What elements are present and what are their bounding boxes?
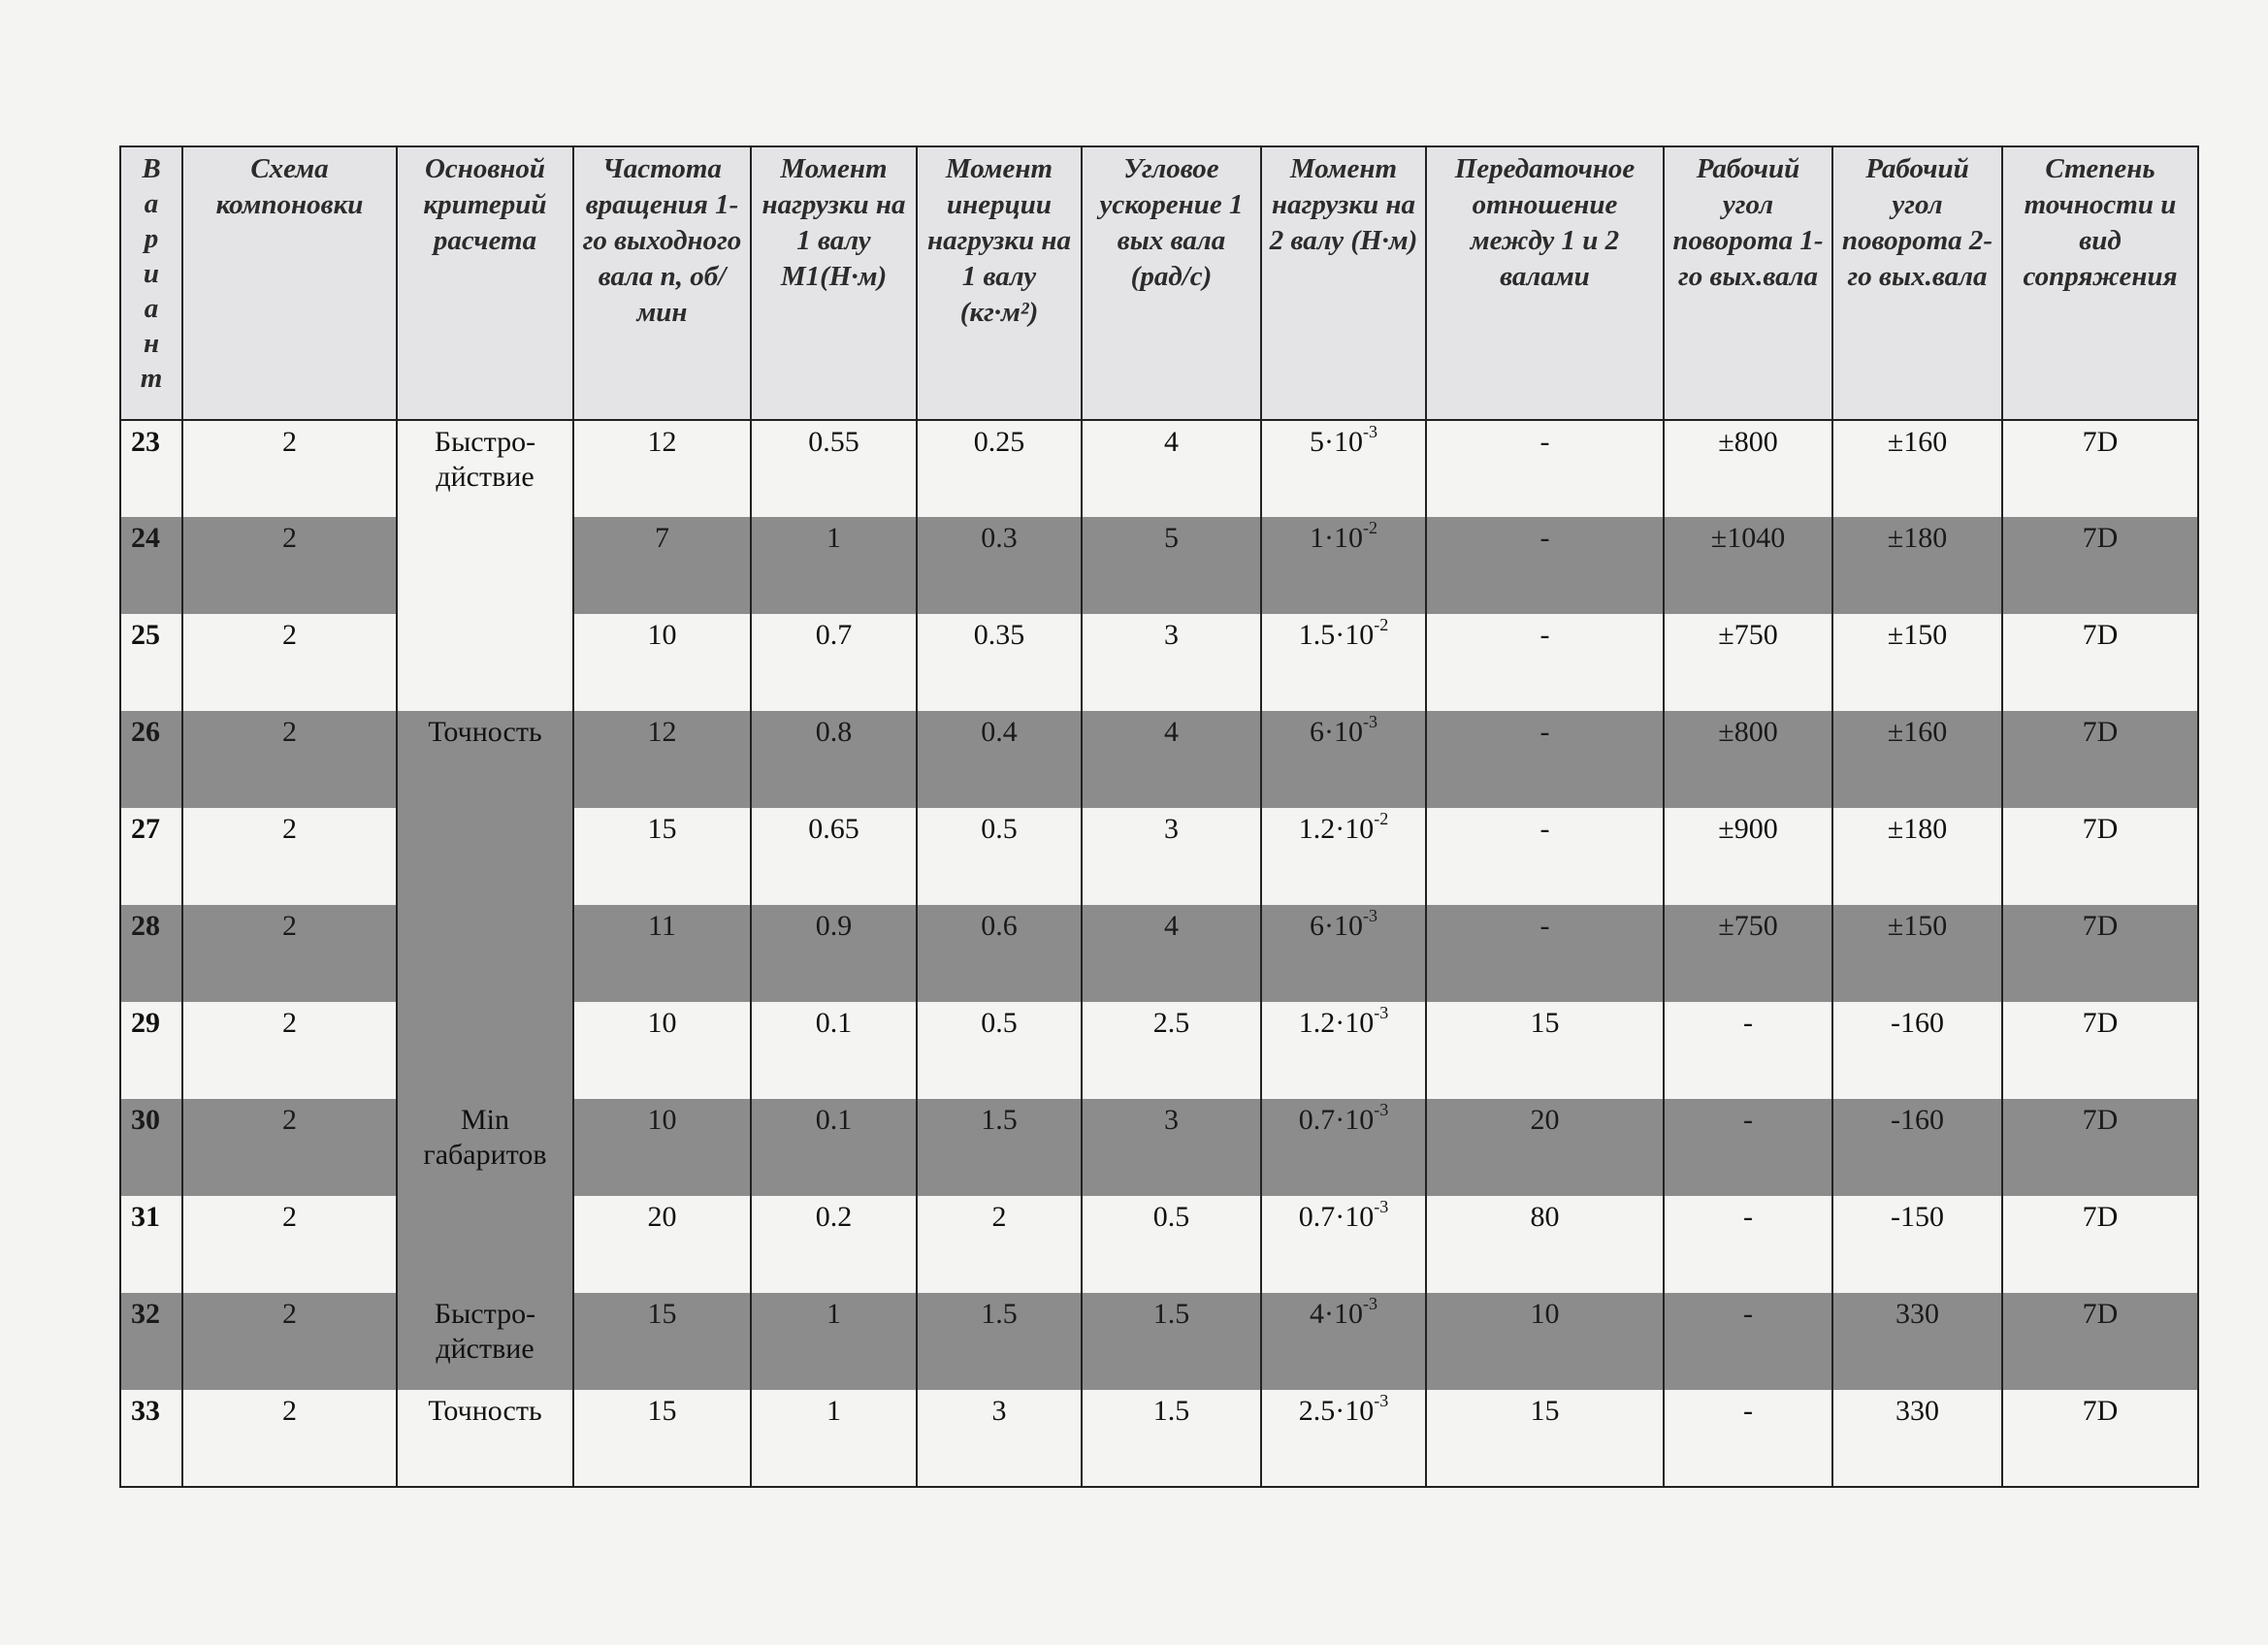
cell-angle2: ±180 <box>1832 517 2002 614</box>
cell-scheme: 2 <box>182 1099 397 1196</box>
cell-precision: 7D <box>2002 614 2198 711</box>
cell-inertia: 2 <box>917 1196 1082 1293</box>
header-scheme: Схема компоновки <box>182 146 397 420</box>
cell-moment2 <box>1261 711 1426 808</box>
cell-moment1: 1 <box>751 1293 917 1390</box>
cell-variant: 28 <box>120 905 182 1002</box>
cell-scheme: 2 <box>182 1293 397 1390</box>
cell-ratio: - <box>1426 517 1664 614</box>
table-row <box>120 711 2198 808</box>
table-row <box>120 1293 2198 1390</box>
cell-frequency: 10 <box>573 1099 751 1196</box>
cell-scheme: 2 <box>182 1002 397 1099</box>
cell-frequency: 10 <box>573 614 751 711</box>
cell-frequency: 15 <box>573 1390 751 1487</box>
moment2-base: 1.5·10 <box>1298 619 1375 651</box>
cell-variant: 25 <box>120 614 182 711</box>
header-row <box>120 146 2198 420</box>
cell-angle1: - <box>1664 1002 1832 1099</box>
cell-angle1: ±900 <box>1664 808 1832 905</box>
cell-moment1: 1 <box>751 517 917 614</box>
cell-angle1: ±800 <box>1664 711 1832 808</box>
cell-variant: 32 <box>120 1293 182 1390</box>
cell-moment1: 0.55 <box>751 420 917 517</box>
cell-inertia: 0.5 <box>917 1002 1082 1099</box>
cell-ratio: 10 <box>1426 1293 1664 1390</box>
cell-scheme: 2 <box>182 905 397 1002</box>
cell-inertia: 1.5 <box>917 1099 1082 1196</box>
moment2-exponent: -2 <box>1363 518 1377 537</box>
moment2-exponent: -3 <box>1363 712 1377 731</box>
moment2-base: 0.7·10 <box>1298 1104 1375 1136</box>
cell-moment2 <box>1261 420 1426 517</box>
cell-precision: 7D <box>2002 517 2198 614</box>
moment2-base: 1.2·10 <box>1298 813 1375 845</box>
table-row <box>120 1390 2198 1487</box>
cell-frequency: 10 <box>573 1002 751 1099</box>
cell-angle2: ±160 <box>1832 420 2002 517</box>
header-frequency: Частота вращения 1-го выходного вала n, об/мин <box>573 146 751 420</box>
cell-variant: 29 <box>120 1002 182 1099</box>
header-ratio: Передаточное отношение между 1 и 2 валами <box>1426 146 1664 420</box>
cell-angle2: -150 <box>1832 1196 2002 1293</box>
cell-acceleration: 4 <box>1082 905 1261 1002</box>
cell-acceleration: 2.5 <box>1082 1002 1261 1099</box>
cell-precision: 7D <box>2002 808 2198 905</box>
cell-moment2 <box>1261 614 1426 711</box>
header-criterion: Основной критерий расчета <box>397 146 573 420</box>
header-variant-letter: р <box>144 223 159 254</box>
cell-frequency: 15 <box>573 1293 751 1390</box>
cell-variant: 23 <box>120 420 182 517</box>
cell-acceleration: 4 <box>1082 420 1261 517</box>
cell-scheme: 2 <box>182 808 397 905</box>
cell-frequency: 7 <box>573 517 751 614</box>
cell-angle1: ±1040 <box>1664 517 1832 614</box>
cell-moment1: 0.9 <box>751 905 917 1002</box>
cell-precision: 7D <box>2002 1002 2198 1099</box>
cell-precision: 7D <box>2002 905 2198 1002</box>
cell-acceleration: 3 <box>1082 1099 1261 1196</box>
cell-ratio: - <box>1426 614 1664 711</box>
moment2-exponent: -3 <box>1363 422 1377 441</box>
cell-precision: 7D <box>2002 711 2198 808</box>
cell-scheme: 2 <box>182 711 397 808</box>
cell-variant: 31 <box>120 1196 182 1293</box>
cell-moment1: 1 <box>751 1390 917 1487</box>
cell-acceleration: 0.5 <box>1082 1196 1261 1293</box>
cell-moment1: 0.8 <box>751 711 917 808</box>
header-precision: Степень точности и вид сопряжения <box>2002 146 2198 420</box>
cell-criterion: Точность <box>397 1390 573 1487</box>
cell-variant: 30 <box>120 1099 182 1196</box>
cell-angle1: ±750 <box>1664 905 1832 1002</box>
cell-moment1: 0.2 <box>751 1196 917 1293</box>
cell-ratio: - <box>1426 905 1664 1002</box>
header-acceleration: Угловое ускорение 1 вых вала (рад/с) <box>1082 146 1261 420</box>
cell-angle2: ±150 <box>1832 614 2002 711</box>
cell-acceleration: 5 <box>1082 517 1261 614</box>
header-variant-letter: а <box>144 293 159 324</box>
moment2-exponent: -2 <box>1374 615 1389 634</box>
cell-moment2 <box>1261 1390 1426 1487</box>
moment2-exponent: -3 <box>1374 1197 1389 1216</box>
moment2-base: 4·10 <box>1310 1298 1363 1330</box>
moment2-base: 0.7·10 <box>1298 1201 1375 1233</box>
header-angle1: Рабочий угол поворота 1-го вых.вала <box>1664 146 1832 420</box>
cell-moment1: 0.7 <box>751 614 917 711</box>
cell-inertia: 0.25 <box>917 420 1082 517</box>
moment2-base: 2.5·10 <box>1298 1395 1375 1427</box>
cell-ratio: 15 <box>1426 1002 1664 1099</box>
cell-angle2: ±160 <box>1832 711 2002 808</box>
moment2-base: 1.2·10 <box>1298 1007 1375 1039</box>
cell-angle1: ±750 <box>1664 614 1832 711</box>
cell-variant: 27 <box>120 808 182 905</box>
moment2-exponent: -3 <box>1374 1100 1389 1119</box>
cell-precision: 7D <box>2002 1390 2198 1487</box>
cell-ratio: - <box>1426 711 1664 808</box>
cell-frequency: 12 <box>573 711 751 808</box>
header-variant-letter: а <box>144 188 159 219</box>
cell-acceleration: 3 <box>1082 808 1261 905</box>
cell-precision: 7D <box>2002 1293 2198 1390</box>
moment2-base: 6·10 <box>1310 910 1363 942</box>
cell-moment2 <box>1261 905 1426 1002</box>
cell-variant: 33 <box>120 1390 182 1487</box>
cell-criterion: Быстро-дйствие <box>397 1293 573 1390</box>
header-variant-letter: т <box>140 363 163 394</box>
cell-criterion: Точность <box>397 711 573 1099</box>
cell-variant: 26 <box>120 711 182 808</box>
cell-moment2 <box>1261 1196 1426 1293</box>
cell-inertia: 0.35 <box>917 614 1082 711</box>
cell-moment1: 0.1 <box>751 1002 917 1099</box>
moment2-base: 5·10 <box>1310 426 1363 458</box>
cell-scheme: 2 <box>182 420 397 517</box>
cell-ratio: - <box>1426 808 1664 905</box>
moment2-exponent: -3 <box>1374 1003 1389 1022</box>
cell-acceleration: 1.5 <box>1082 1293 1261 1390</box>
header-moment2: Момент нагрузки на 2 валу (Н·м) <box>1261 146 1426 420</box>
header-variant-letter: и <box>143 258 160 289</box>
cell-precision: 7D <box>2002 420 2198 517</box>
cell-acceleration: 1.5 <box>1082 1390 1261 1487</box>
cell-moment2 <box>1261 1293 1426 1390</box>
header-variant-letter: В <box>142 153 161 184</box>
cell-frequency: 15 <box>573 808 751 905</box>
cell-inertia: 1.5 <box>917 1293 1082 1390</box>
cell-moment2 <box>1261 1002 1426 1099</box>
moment2-exponent: -2 <box>1374 809 1389 828</box>
cell-inertia: 3 <box>917 1390 1082 1487</box>
cell-moment2 <box>1261 517 1426 614</box>
header-variant <box>120 146 182 420</box>
header-angle2: Рабочий угол поворота 2-го вых.вала <box>1832 146 2002 420</box>
cell-angle2: ±180 <box>1832 808 2002 905</box>
cell-acceleration: 3 <box>1082 614 1261 711</box>
cell-ratio: - <box>1426 420 1664 517</box>
cell-scheme: 2 <box>182 517 397 614</box>
cell-inertia: 0.5 <box>917 808 1082 905</box>
cell-acceleration: 4 <box>1082 711 1261 808</box>
cell-precision: 7D <box>2002 1099 2198 1196</box>
moment2-exponent: -3 <box>1363 906 1377 925</box>
cell-frequency: 12 <box>573 420 751 517</box>
cell-frequency: 11 <box>573 905 751 1002</box>
cell-ratio: 80 <box>1426 1196 1664 1293</box>
moment2-base: 6·10 <box>1310 716 1363 748</box>
cell-ratio: 15 <box>1426 1390 1664 1487</box>
variants-table <box>119 145 2199 1488</box>
cell-criterion: Быстро-дйствие <box>397 420 573 711</box>
cell-variant: 24 <box>120 517 182 614</box>
cell-scheme: 2 <box>182 1390 397 1487</box>
cell-criterion: Min габаритов <box>397 1099 573 1293</box>
cell-angle1: - <box>1664 1099 1832 1196</box>
cell-scheme: 2 <box>182 1196 397 1293</box>
cell-moment2 <box>1261 808 1426 905</box>
cell-ratio: 20 <box>1426 1099 1664 1196</box>
cell-moment1: 0.1 <box>751 1099 917 1196</box>
cell-inertia: 0.6 <box>917 905 1082 1002</box>
cell-angle2: -160 <box>1832 1099 2002 1196</box>
cell-angle1: - <box>1664 1293 1832 1390</box>
cell-angle2: ±150 <box>1832 905 2002 1002</box>
moment2-base: 1·10 <box>1310 522 1363 554</box>
table-row <box>120 1099 2198 1196</box>
cell-angle2: 330 <box>1832 1390 2002 1487</box>
cell-moment1: 0.65 <box>751 808 917 905</box>
moment2-exponent: -3 <box>1363 1294 1377 1313</box>
cell-angle1: - <box>1664 1196 1832 1293</box>
cell-angle1: - <box>1664 1390 1832 1487</box>
header-moment1: Момент нагрузки на 1 валу M1(Н·м) <box>751 146 917 420</box>
header-inertia: Момент инерции нагрузки на 1 валу (кг·м²) <box>917 146 1082 420</box>
header-variant-letter: н <box>143 328 160 359</box>
cell-inertia: 0.3 <box>917 517 1082 614</box>
cell-precision: 7D <box>2002 1196 2198 1293</box>
cell-inertia: 0.4 <box>917 711 1082 808</box>
cell-angle1: ±800 <box>1664 420 1832 517</box>
cell-angle2: -160 <box>1832 1002 2002 1099</box>
moment2-exponent: -3 <box>1374 1391 1389 1410</box>
cell-angle2: 330 <box>1832 1293 2002 1390</box>
cell-moment2 <box>1261 1099 1426 1196</box>
cell-scheme: 2 <box>182 614 397 711</box>
cell-frequency: 20 <box>573 1196 751 1293</box>
table-row <box>120 420 2198 517</box>
